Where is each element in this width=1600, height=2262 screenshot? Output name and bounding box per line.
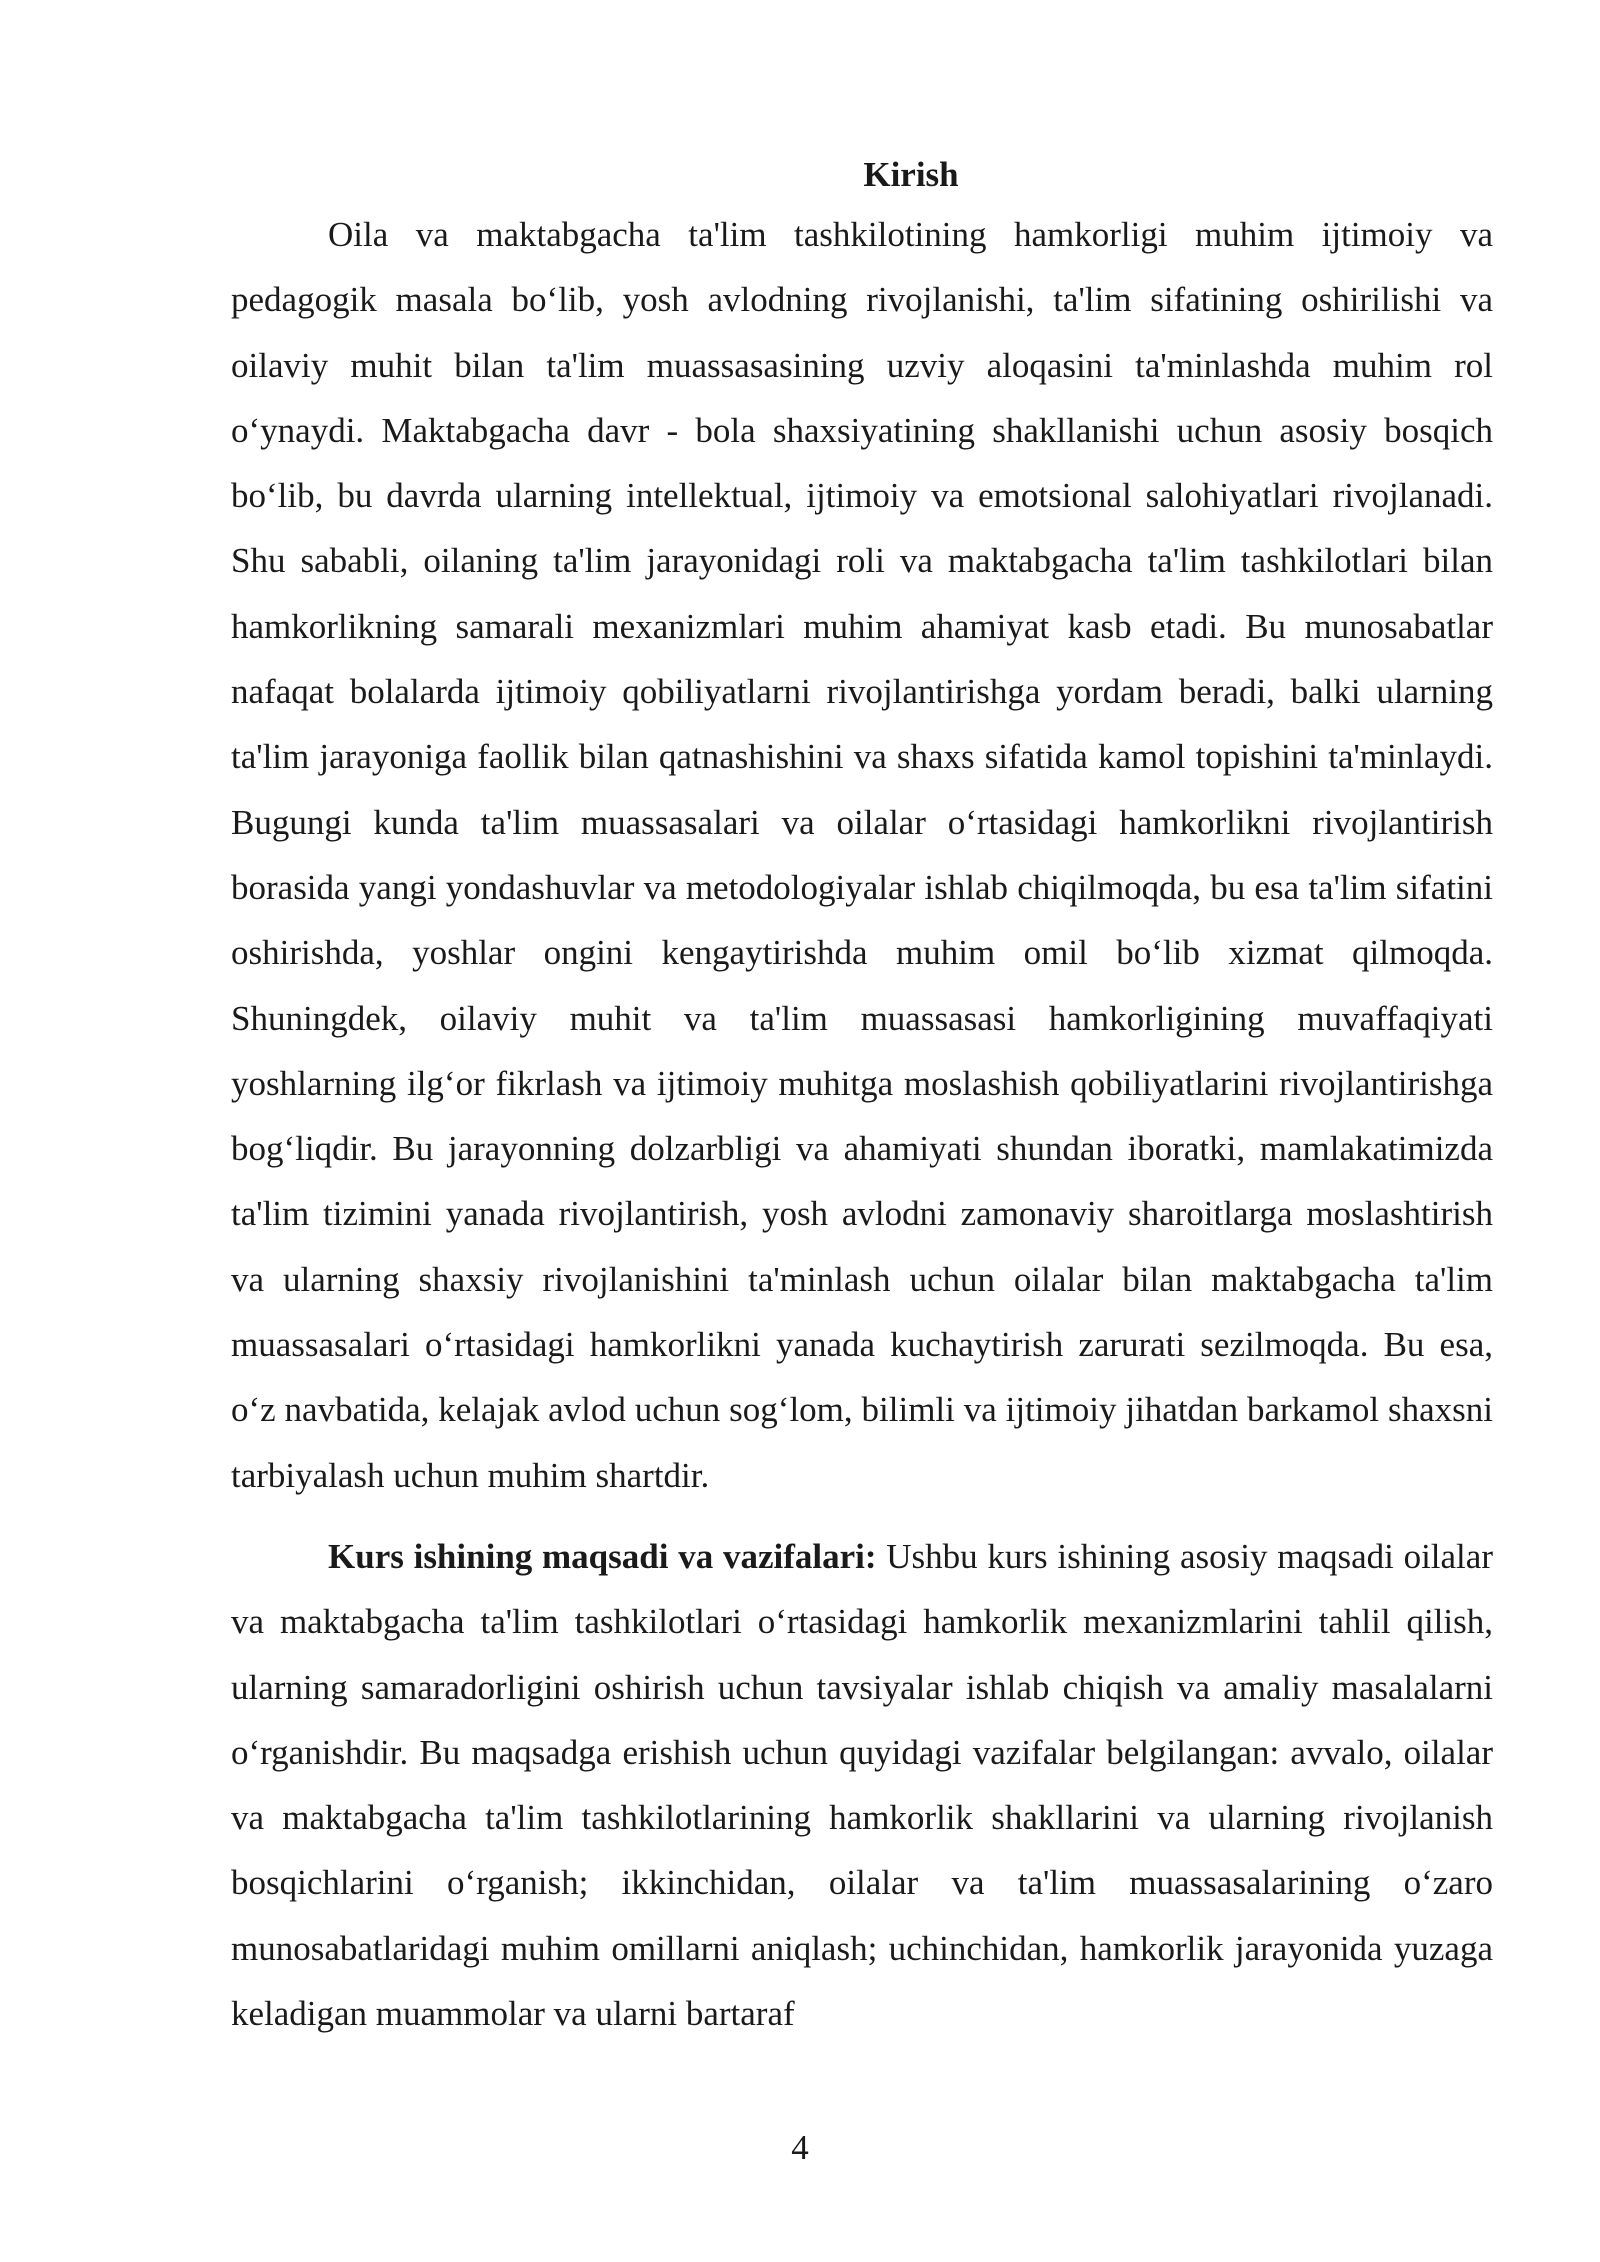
goals-heading: Kurs ishining maqsadi va vazifalari: (328, 1536, 877, 1576)
section-title: Kirish (863, 155, 959, 194)
intro-paragraph: Oila va maktabgacha ta'lim tashkilotining hamkorligi muhim ijtimoiy va pedagogik masala bo‘lib, yosh avlodning rivojlanishi, ta'lim sifatining oshirilishi va oilaviy muhit bilan ta'lim muassasasining uzviy aloqasini ta'minlashda muhim rol o‘ynaydi. Maktabgacha davr - bola shaxsiyatining shakllanishi uchun asosiy bosqich bo‘lib, bu davrda ularning intellektual, ijtimoiy va emotsional salohiyatlari rivojlanadi. Shu sababli, oilaning ta'lim jarayonidagi roli va maktabgacha ta'lim tashkilotlari bilan hamkorlikning samarali mexanizmlari muhim ahamiyat kasb etadi. Bu munosabatlar nafaqat bolalarda ijtimoiy qobiliyatlarni rivojlantirishga yordam beradi, balki ularning ta'lim jarayoniga faollik bilan qatnashishini va shaxs sifatida kamol topishini ta'minlaydi. Bugungi kunda ta'lim muassasalari va oilalar o‘rtasidagi hamkorlikni rivojlantirish borasida yangi yondashuvlar va metodologiyalar ishlab chiqilmoqda, bu esa ta'lim sifatini oshirishda, yoshlar ongini kengaytirishda muhim omil bo‘lib xizmat qilmoqda. Shuningdek, oilaviy muhit va ta'lim muassasasi hamkorligining muvaffaqiyati yoshlarning ilg‘or fikrlash va ijtimoiy muhitga moslashish qobiliyatlarini rivojlantirishga bog‘liqdir. Bu jarayonning dolzarbligi va ahamiyati shundan iboratki, mamlakatimizda ta'lim tizimini yanada rivojlantirish, yosh avlodni zamonaviy sharoitlarga moslashtirish va ularning shaxsiy rivojlanishini ta'minlash uchun oilalar bilan maktabgacha ta'lim muassasalari o‘rtasidagi hamkorlikni yanada kuchaytirish zarurati sezilmoqda. Bu esa, o‘z navbatida, kelajak avlod uchun sog‘lom, bilimli va ijtimoiy jihatdan barkamol shaxsni tarbiyalash uchun muhim shartdir. (231, 215, 1493, 1495)
goals-paragraph (231, 1524, 1493, 2046)
goals-body: Ushbu kurs ishining asosiy maqsadi oilalar va maktabgacha ta'lim tashkilotlari o‘rtasidagi hamkorlik mexanizmlarini tahlil qilish, ularning samaradorligini oshirish uchun tavsiyalar ishlab chiqish va amaliy masalalarni o‘rganishdir. Bu maqsadga erishish uchun quyidagi vazifalar belgilangan: avvalo, oilalar va maktabgacha ta'lim tashkilotlarining hamkorlik shakllarini va ularning rivojlanish bosqichlarini o‘rganish; ikkinchidan, oilalar va ta'lim muassasalarining o‘zaro munosabatlaridagi muhim omillarni aniqlash; uchinchidan, hamkorlik jarayonida yuzaga keladigan muammolar va ularni bartaraf (231, 1536, 1493, 2034)
page-content (231, 148, 1493, 2046)
page-number: 4 (791, 2128, 809, 2167)
